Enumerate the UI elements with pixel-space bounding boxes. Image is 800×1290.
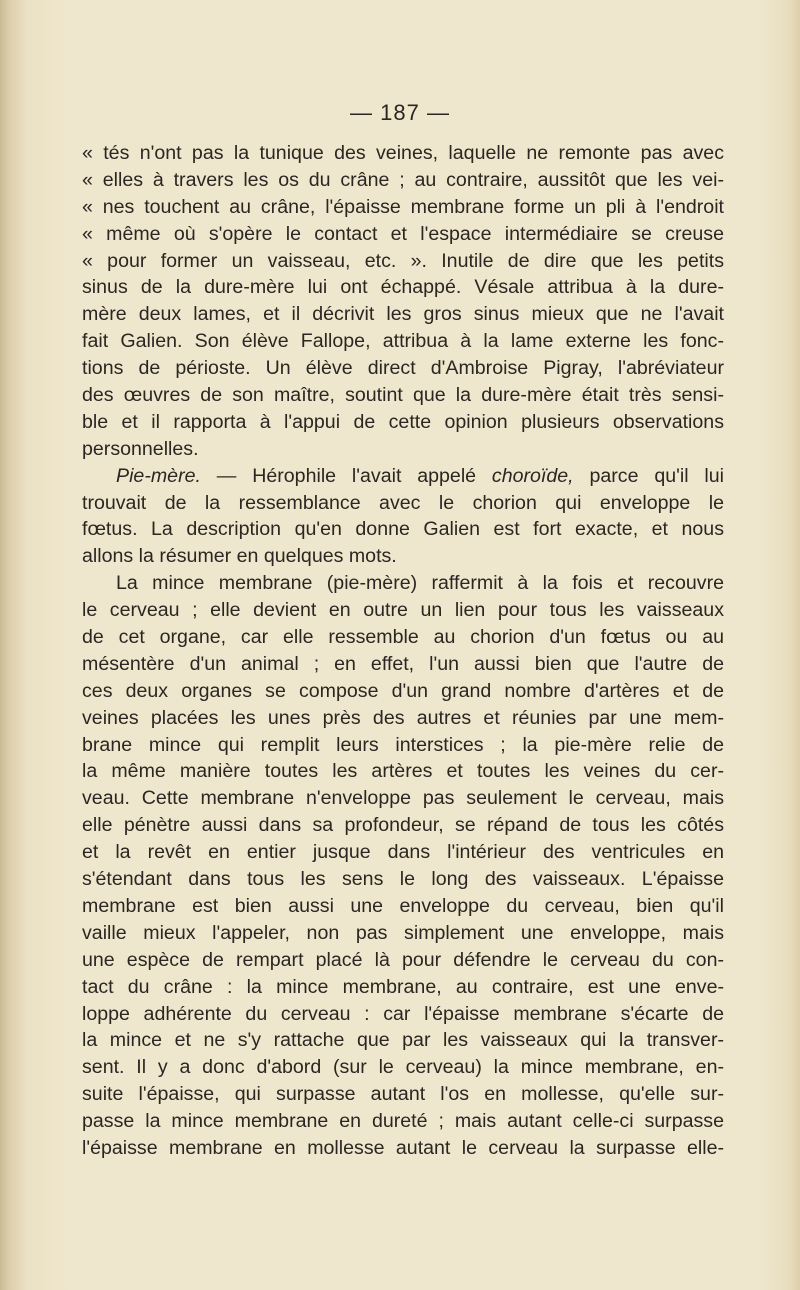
text-line: tions de périoste. Un élève direct d'Ambroise Pigray, l'abréviateur — [82, 357, 724, 380]
text-line: brane mince qui remplit leurs interstices ; la pie-mère relie de — [82, 733, 724, 756]
text-line: sent. Il y a donc d'abord (sur le cerveau) la mince membrane, en- — [82, 1056, 724, 1079]
text-line: passe la mince membrane en dureté ; mais autant celle-ci surpasse — [82, 1110, 724, 1133]
text-line: de cet organe, car elle ressemble au chorion d'un fœtus ou au — [82, 626, 724, 649]
text-line: veines placées les unes près des autres et réunies par une mem- — [82, 706, 724, 729]
text-line: des œuvres de son maître, soutint que la dure-mère était très sensi- — [82, 384, 724, 407]
text-line: allons la résumer en quelques mots. — [82, 545, 397, 568]
text-line: mésentère d'un animal ; en effet, l'un aussi bien que l'autre de — [82, 652, 724, 675]
text-line: mère deux lames, et il décrivit les gros sinus mieux que ne l'avait — [82, 303, 724, 326]
text-line: « elles à travers les os du crâne ; au contraire, aussitôt que les vei- — [82, 168, 724, 191]
section-text: — Hérophile l'avait appelé — [200, 464, 492, 487]
text-line: suite l'épaisse, qui surpasse autant l'os en mollesse, qu'elle sur- — [82, 1083, 724, 1106]
section-term-choroide: choroïde, — [491, 464, 574, 487]
text-line: s'étendant dans tous les sens le long des vaisseaux. L'épaisse — [82, 868, 724, 891]
text-line: veau. Cette membrane n'enveloppe pas seulement le cerveau, mais — [82, 787, 724, 810]
text-line: membrane est bien aussi une enveloppe du cerveau, bien qu'il — [82, 894, 724, 917]
text-line: une espèce de rempart placé là pour défendre le cerveau du con- — [82, 948, 724, 971]
text-line: ble et il rapporta à l'appui de cette opinion plusieurs observations — [82, 410, 724, 433]
text-line: vaille mieux l'appeler, non pas simplement une enveloppe, mais — [82, 921, 724, 944]
text-line: fait Galien. Son élève Fallope, attribua à la lame externe les fonc- — [82, 330, 724, 353]
section-text-rest: parce qu'il lui — [573, 464, 724, 487]
text-line: elle pénètre aussi dans sa profondeur, se répand de tous les côtés — [82, 814, 724, 837]
text-line: « même où s'opère le contact et l'espace intermédiaire se creuse — [82, 222, 724, 245]
page-number: — 187 — — [350, 100, 450, 125]
section-heading-line — [82, 463, 724, 490]
text-line: loppe adhérente du cerveau : car l'épaisse membrane s'écarte de — [82, 1002, 724, 1025]
text-line: trouvait de la ressemblance avec le chorion qui enveloppe le — [82, 491, 724, 514]
text-line: fœtus. La description qu'en donne Galien est fort exacte, et nous — [82, 518, 724, 541]
text-line: sinus de la dure-mère lui ont échappé. Vésale attribua à la dure- — [82, 276, 724, 299]
text-line: personnelles. — [82, 437, 199, 460]
text-line: « nes touchent au crâne, l'épaisse membrane forme un pli à l'endroit — [82, 195, 724, 218]
text-line: le cerveau ; elle devient en outre un lien pour tous les vaisseaux — [82, 599, 724, 622]
text-line: et la revêt en entier jusque dans l'intérieur des ventricules en — [82, 841, 724, 864]
section-term: Pie-mère. — [116, 464, 201, 487]
text-line: « tés n'ont pas la tunique des veines, laquelle ne remonte pas avec — [82, 142, 724, 164]
text-line: la même manière toutes les artères et toutes les veines du cer- — [82, 760, 724, 783]
text-line: « pour former un vaisseau, etc. ». Inutile de dire que les petits — [82, 249, 724, 272]
text-line: l'épaisse membrane en mollesse autant le cerveau la surpasse elle- — [82, 1136, 724, 1159]
body-text — [82, 140, 724, 1162]
text-line: tact du crâne : la mince membrane, au contraire, est une enve- — [82, 975, 724, 998]
text-line: ces deux organes se compose d'un grand nombre d'artères et de — [82, 679, 724, 702]
text-line: La mince membrane (pie-mère) raffermit à la fois et recouvre — [116, 572, 724, 595]
text-line: la mince et ne s'y rattache que par les vaisseaux qui la transver- — [82, 1029, 724, 1052]
